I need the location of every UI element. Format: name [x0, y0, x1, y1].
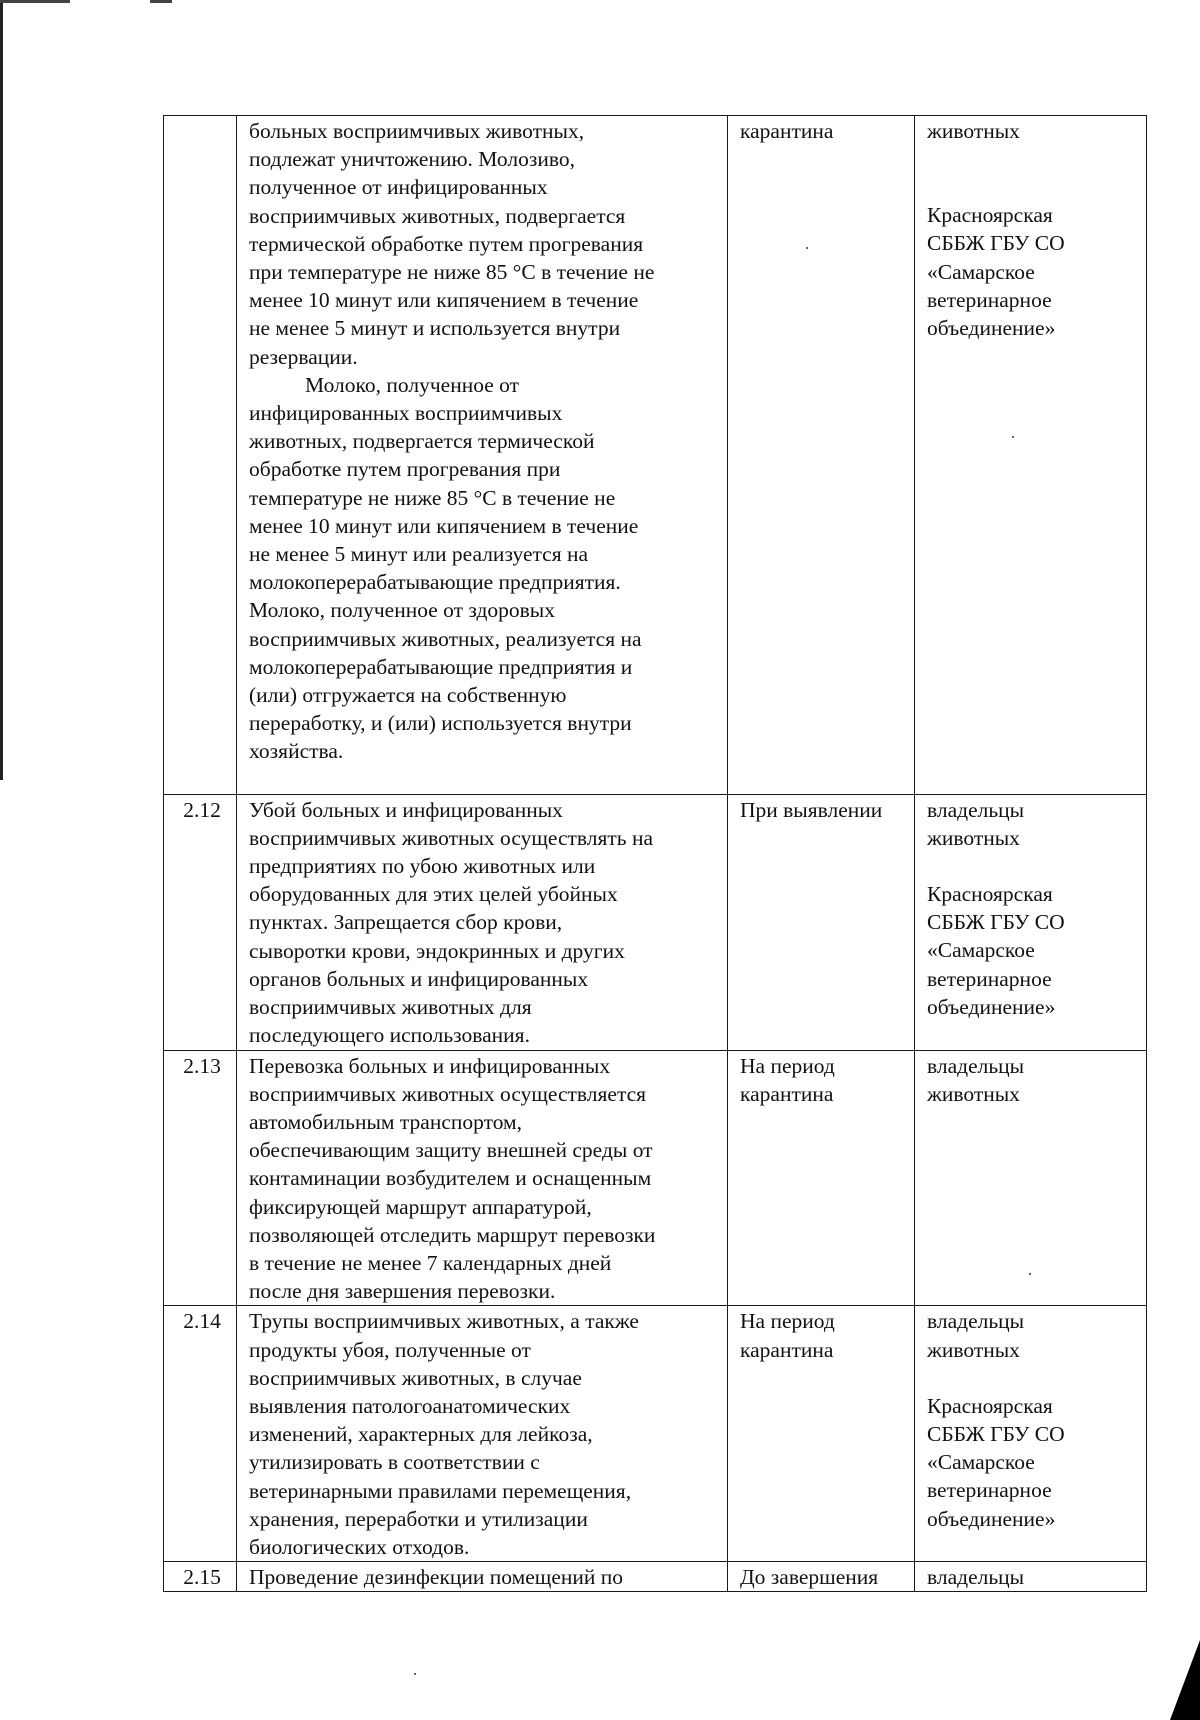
responsible-owner: владельцы животных [927, 797, 1025, 850]
measure-cell [237, 116, 728, 795]
responsible-cell [915, 1562, 1147, 1592]
responsible-owner: владельцы животных [927, 1053, 1025, 1106]
measure-cell [237, 794, 728, 1050]
measure-cell [237, 1050, 728, 1306]
measure-paragraph: Трупы восприимчивых животных, а также продукты убоя, полученные от восприимчивых животных, в случае выявления патологоанатомических изменений, характерных для лейкоза, утилизировать в соответствии с ветеринарными правилами перемещения, хранения, переработки и утилизации биологических отходов. [249, 1309, 639, 1559]
responsible-owner: владельцы [927, 1565, 1025, 1590]
deadline-cell: На период карантина [728, 1306, 915, 1562]
measure-paragraph: больных восприимчивых животных, подлежат уничтожению. Молозиво, полученное от инфицированных восприимчивых животных, подвергается термической обработке путем прогревания при температуре не ниже 85 °С в течение не менее 10 минут или кипячением в течение не менее 5 минут и используется внутри резервации. [249, 119, 655, 369]
responsible-owner: владельцы животных [927, 1309, 1025, 1362]
row-number: 2.12 [164, 794, 237, 1050]
deadline-cell: На период карантина [728, 1050, 915, 1306]
table-row [164, 1562, 1147, 1592]
responsible-org: Красноярская СББЖ ГБУ СО «Самарское ветеринарное объединение» [927, 203, 1065, 341]
deadline-cell: При выявлении [728, 794, 915, 1050]
row-number: 2.13 [164, 1050, 237, 1306]
scan-edge-right [1170, 1640, 1200, 1720]
measure-paragraph: Перевозка больных и инфицированных восприимчивых животных осуществляется автомобильным транспортом, обеспечивающим защиту внешней среды от контаминации возбудителем и оснащенным фиксирующей маршрут аппаратурой, позволяющей отследить маршрут перевозки в течение не менее 7 календарных дней после дня завершения перевозки. [249, 1053, 656, 1304]
responsible-cell [915, 116, 1147, 795]
scan-speck [414, 1673, 416, 1675]
responsible-cell [915, 1306, 1147, 1562]
measures-table [163, 115, 1147, 1592]
row-number: 2.15 [164, 1562, 237, 1592]
row-number: 2.14 [164, 1306, 237, 1562]
row-number [164, 116, 237, 795]
responsible-cell [915, 794, 1147, 1050]
table-row [164, 794, 1147, 1050]
measure-paragraph: Молоко, полученное от инфицированных восприимчивых животных, подвергается термической обработке путем прогревания при температуре не ниже 85 °С в течение не менее 10 минут или кипячением в течение не менее 5 минут или реализуется на молокоперерабатывающие предприятия. Молоко, полученное от здоровых восприимчивых животных, реализуется на молокоперерабатывающие предприятия и (или) отгружается на собственную переработку, и (или) используется внутри хозяйства. [249, 372, 642, 764]
measure-paragraph: Убой больных и инфицированных восприимчивых животных осуществлять на предприятиях по убою животных или оборудованных для этих целей убойных пунктах. Запрещается сбор крови, сыворотки крови, эндокринных и других органов больных и инфицированных восприимчивых животных для последующего использования. [249, 797, 654, 1048]
scan-top-marks [0, 0, 200, 4]
table-row [164, 116, 1147, 795]
table-row [164, 1306, 1147, 1562]
scan-edge-left [0, 0, 3, 780]
responsible-org: Красноярская СББЖ ГБУ СО «Самарское ветеринарное объединение» [927, 1393, 1065, 1531]
deadline-cell: карантина [728, 116, 915, 795]
measure-cell [237, 1306, 728, 1562]
measure-paragraph: Проведение дезинфекции помещений по [249, 1565, 624, 1590]
measure-cell [237, 1562, 728, 1592]
table-row [164, 1050, 1147, 1306]
responsible-org: Красноярская СББЖ ГБУ СО «Самарское ветеринарное объединение» [927, 882, 1065, 1019]
responsible-cell [915, 1050, 1147, 1306]
deadline-cell: До завершения [728, 1562, 915, 1592]
responsible-owner: животных [927, 119, 1020, 143]
